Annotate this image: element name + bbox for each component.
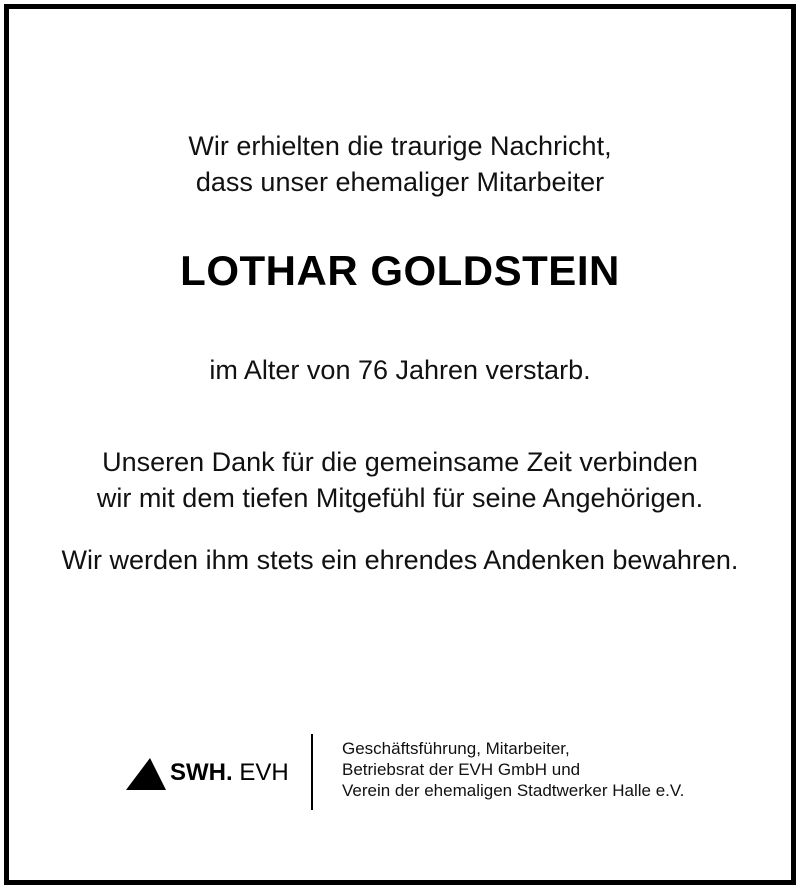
deceased-name: LOTHAR GOLDSTEIN xyxy=(180,247,620,294)
thanks-line-1: Unseren Dank für die gemeinsame Zeit verbinden xyxy=(102,447,698,477)
triangle-logo-icon xyxy=(126,756,166,790)
signature-line-2: Betriebsrat der EVH GmbH und xyxy=(342,760,581,779)
signature-line-3: Verein der ehemaligen Stadtwerker Halle e.V. xyxy=(342,781,685,800)
logo-wordmark xyxy=(170,759,289,787)
intro-line-1: Wir erhielten die traurige Nachricht, xyxy=(188,131,612,161)
thanks-text xyxy=(0,444,800,516)
logo-swh-text: SWH. xyxy=(170,759,233,786)
signature-block xyxy=(342,738,684,801)
age-line: im Alter von 76 Jahren verstarb. xyxy=(209,355,591,385)
intro-line-2: dass unser ehemaliger Mitarbeiter xyxy=(195,167,605,197)
swh-evh-logo xyxy=(126,755,289,791)
andenken-line: Wir werden ihm stets ein ehrendes Andenken bewahren. xyxy=(61,545,739,575)
logo-evh-text: EVH xyxy=(239,759,289,786)
signature-line-1: Geschäftsführung, Mitarbeiter, xyxy=(342,739,570,758)
intro-text xyxy=(0,128,800,200)
thanks-line-2: wir mit dem tiefen Mitgefühl für seine Angehörigen. xyxy=(96,483,704,513)
footer-divider xyxy=(311,734,313,810)
